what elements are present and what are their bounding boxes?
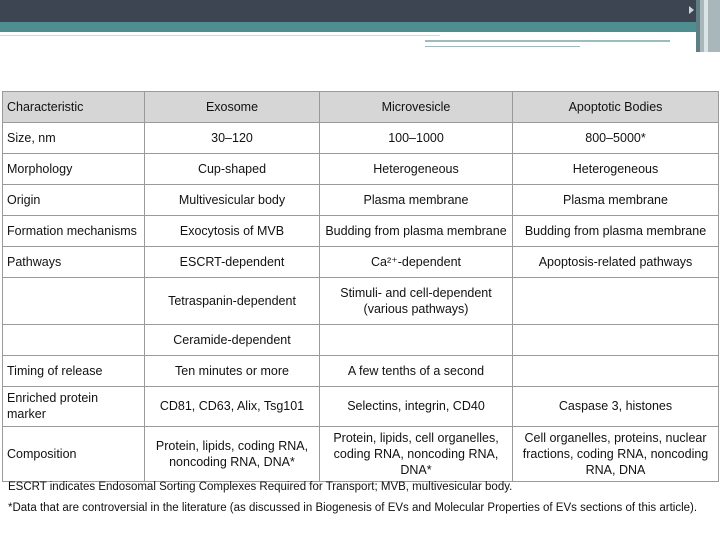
table-cell: Stimuli- and cell-dependent (various pathways): [320, 278, 513, 325]
slide-top-band: [0, 0, 720, 22]
slide-side-edge: [696, 0, 720, 52]
decorative-line: [0, 35, 440, 36]
table-cell: Heterogeneous: [513, 154, 719, 185]
footnote-controversial-data: *Data that are controversial in the literature (as discussed in Biogenesis of EVs and Molecular Properties of EVs sections of this article).: [8, 502, 698, 514]
table-cell: [513, 325, 719, 356]
decorative-line: [425, 46, 580, 47]
table-cell: 30–120: [145, 123, 320, 154]
table-cell: [3, 325, 145, 356]
table-cell: [3, 278, 145, 325]
table-row: [3, 123, 719, 154]
table-cell: Apoptosis-related pathways: [513, 247, 719, 278]
table-cell: Composition: [3, 426, 145, 482]
table-cell: Multivesicular body: [145, 185, 320, 216]
column-header: Microvesicle: [320, 92, 513, 123]
table-cell: Ten minutes or more: [145, 356, 320, 387]
table-cell: [513, 278, 719, 325]
table-cell: Caspase 3, histones: [513, 387, 719, 427]
table-cell: CD81, CD63, Alix, Tsg101: [145, 387, 320, 427]
table-row: [3, 325, 719, 356]
table-cell: Origin: [3, 185, 145, 216]
footnote-abbreviations: ESCRT indicates Endosomal Sorting Complexes Required for Transport; MVB, multivesicular body.: [8, 481, 513, 493]
table-cell: Protein, lipids, coding RNA, noncoding RNA, DNA*: [145, 426, 320, 482]
table-row: [3, 356, 719, 387]
table-cell: Cup-shaped: [145, 154, 320, 185]
table-cell: Enriched protein marker: [3, 387, 145, 427]
table-cell: Protein, lipids, cell organelles, coding RNA, noncoding RNA, DNA*: [320, 426, 513, 482]
table-cell: Exocytosis of MVB: [145, 216, 320, 247]
table-header-row: [3, 92, 719, 123]
table-cell: Ceramide-dependent: [145, 325, 320, 356]
table-cell: [513, 356, 719, 387]
table-cell: A few tenths of a second: [320, 356, 513, 387]
table-cell: Formation mechanisms: [3, 216, 145, 247]
table-cell: Budding from plasma membrane: [513, 216, 719, 247]
table-cell: ESCRT-dependent: [145, 247, 320, 278]
table-cell: Budding from plasma membrane: [320, 216, 513, 247]
decorative-line: [425, 40, 670, 42]
ev-characteristics-table: [2, 91, 719, 482]
table-cell: 100–1000: [320, 123, 513, 154]
table-row: [3, 185, 719, 216]
table-cell: [320, 325, 513, 356]
table-cell: Plasma membrane: [320, 185, 513, 216]
table-cell: Morphology: [3, 154, 145, 185]
table-cell: Size, nm: [3, 123, 145, 154]
table-row: [3, 387, 719, 427]
table-cell: Selectins, integrin, CD40: [320, 387, 513, 427]
table-cell: 800–5000*: [513, 123, 719, 154]
column-header: Apoptotic Bodies: [513, 92, 719, 123]
column-header: Characteristic: [3, 92, 145, 123]
table-cell: Plasma membrane: [513, 185, 719, 216]
table-row: [3, 154, 719, 185]
table-cell: Timing of release: [3, 356, 145, 387]
table-cell: Heterogeneous: [320, 154, 513, 185]
table-cell: Ca²⁺-dependent: [320, 247, 513, 278]
table-row: [3, 247, 719, 278]
slide-teal-band: [0, 22, 720, 32]
table-row: [3, 426, 719, 482]
table-row: [3, 278, 719, 325]
table-cell: Cell organelles, proteins, nuclear fractions, coding RNA, noncoding RNA, DNA: [513, 426, 719, 482]
table-row: [3, 216, 719, 247]
column-header: Exosome: [145, 92, 320, 123]
corner-arrow-icon: [689, 6, 694, 14]
table-cell: Tetraspanin-dependent: [145, 278, 320, 325]
table-cell: Pathways: [3, 247, 145, 278]
